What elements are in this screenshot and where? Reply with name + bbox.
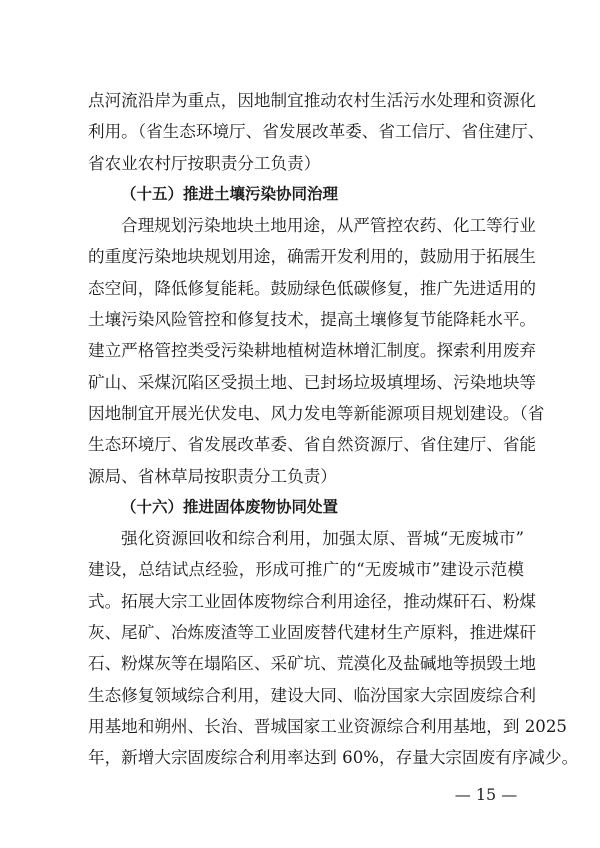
paragraph-line: 建设，总结试点经验，形成可推广的“无废城市”建设示范模 — [88, 560, 524, 580]
paragraph-line: 源局、省林草局按职责分工负责） — [88, 466, 337, 486]
paragraph-line: 矿山、采煤沉陷区受损土地、已封场垃圾填埋场、污染地块等 — [88, 372, 537, 392]
paragraph-line: 利用。（省生态环境厅、省发展改革委、省工信厅、省住建厅、 — [88, 122, 545, 142]
section-heading-16: （十六）推进固体废物协同处置 — [121, 497, 339, 516]
paragraph-line: 用基地和朔州、长治、晋城国家工业资源综合利用基地，到 2025 — [88, 716, 567, 736]
paragraph-line: 的重度污染地块规划用途，确需开发利用的，鼓励用于拓展生 — [88, 247, 537, 267]
paragraph-line: 因地制宜开展光伏发电、风力发电等新能源项目规划建设。（省 — [88, 403, 545, 423]
paragraph-line: 石、粉煤灰等在塌陷区、采矿坑、荒漠化及盐碱地等损毁土地 — [88, 654, 537, 674]
section-heading-15: （十五）推进土壤污染协同治理 — [121, 184, 339, 203]
document-body — [88, 85, 579, 774]
paragraph-line: 土壤污染风险管控和修复技术，提高土壤修复节能降耗水平。 — [88, 310, 537, 330]
paragraph-line: 生态修复领域综合利用，建设大同、临汾国家大宗固废综合利 — [88, 685, 537, 705]
paragraph-line: 式。拓展大宗工业固体废物综合利用途径，推动煤矸石、粉煤 — [88, 591, 537, 611]
paragraph-line: 建立严格管控类受污染耕地植树造林增汇制度。探索利用废弃 — [88, 341, 537, 361]
paragraph-line: 年，新增大宗固废综合利用率达到 60%，存量大宗固废有序减少。 — [88, 748, 579, 768]
paragraph-line: 点河流沿岸为重点，因地制宜推动农村生活污水处理和资源化 — [88, 91, 537, 110]
page-number: — 15 — — [454, 785, 518, 804]
paragraph-line: 强化资源回收和综合利用，加强太原、晋城“无废城市” — [121, 529, 524, 549]
paragraph-line: 灰、尾矿、冶炼废渣等工业固废替代建材生产原料，推进煤矸 — [88, 623, 537, 643]
paragraph-line: 生态环境厅、省发展改革委、省自然资源厅、省住建厅、省能 — [88, 435, 537, 455]
paragraph-line: 合理规划污染地块土地用途，从严管控农药、化工等行业 — [121, 216, 536, 236]
paragraph-line: 态空间，降低修复能耗。鼓励绿色低碳修复，推广先进适用的 — [88, 278, 537, 298]
paragraph-line: 省农业农村厅按职责分工负责） — [88, 153, 321, 173]
